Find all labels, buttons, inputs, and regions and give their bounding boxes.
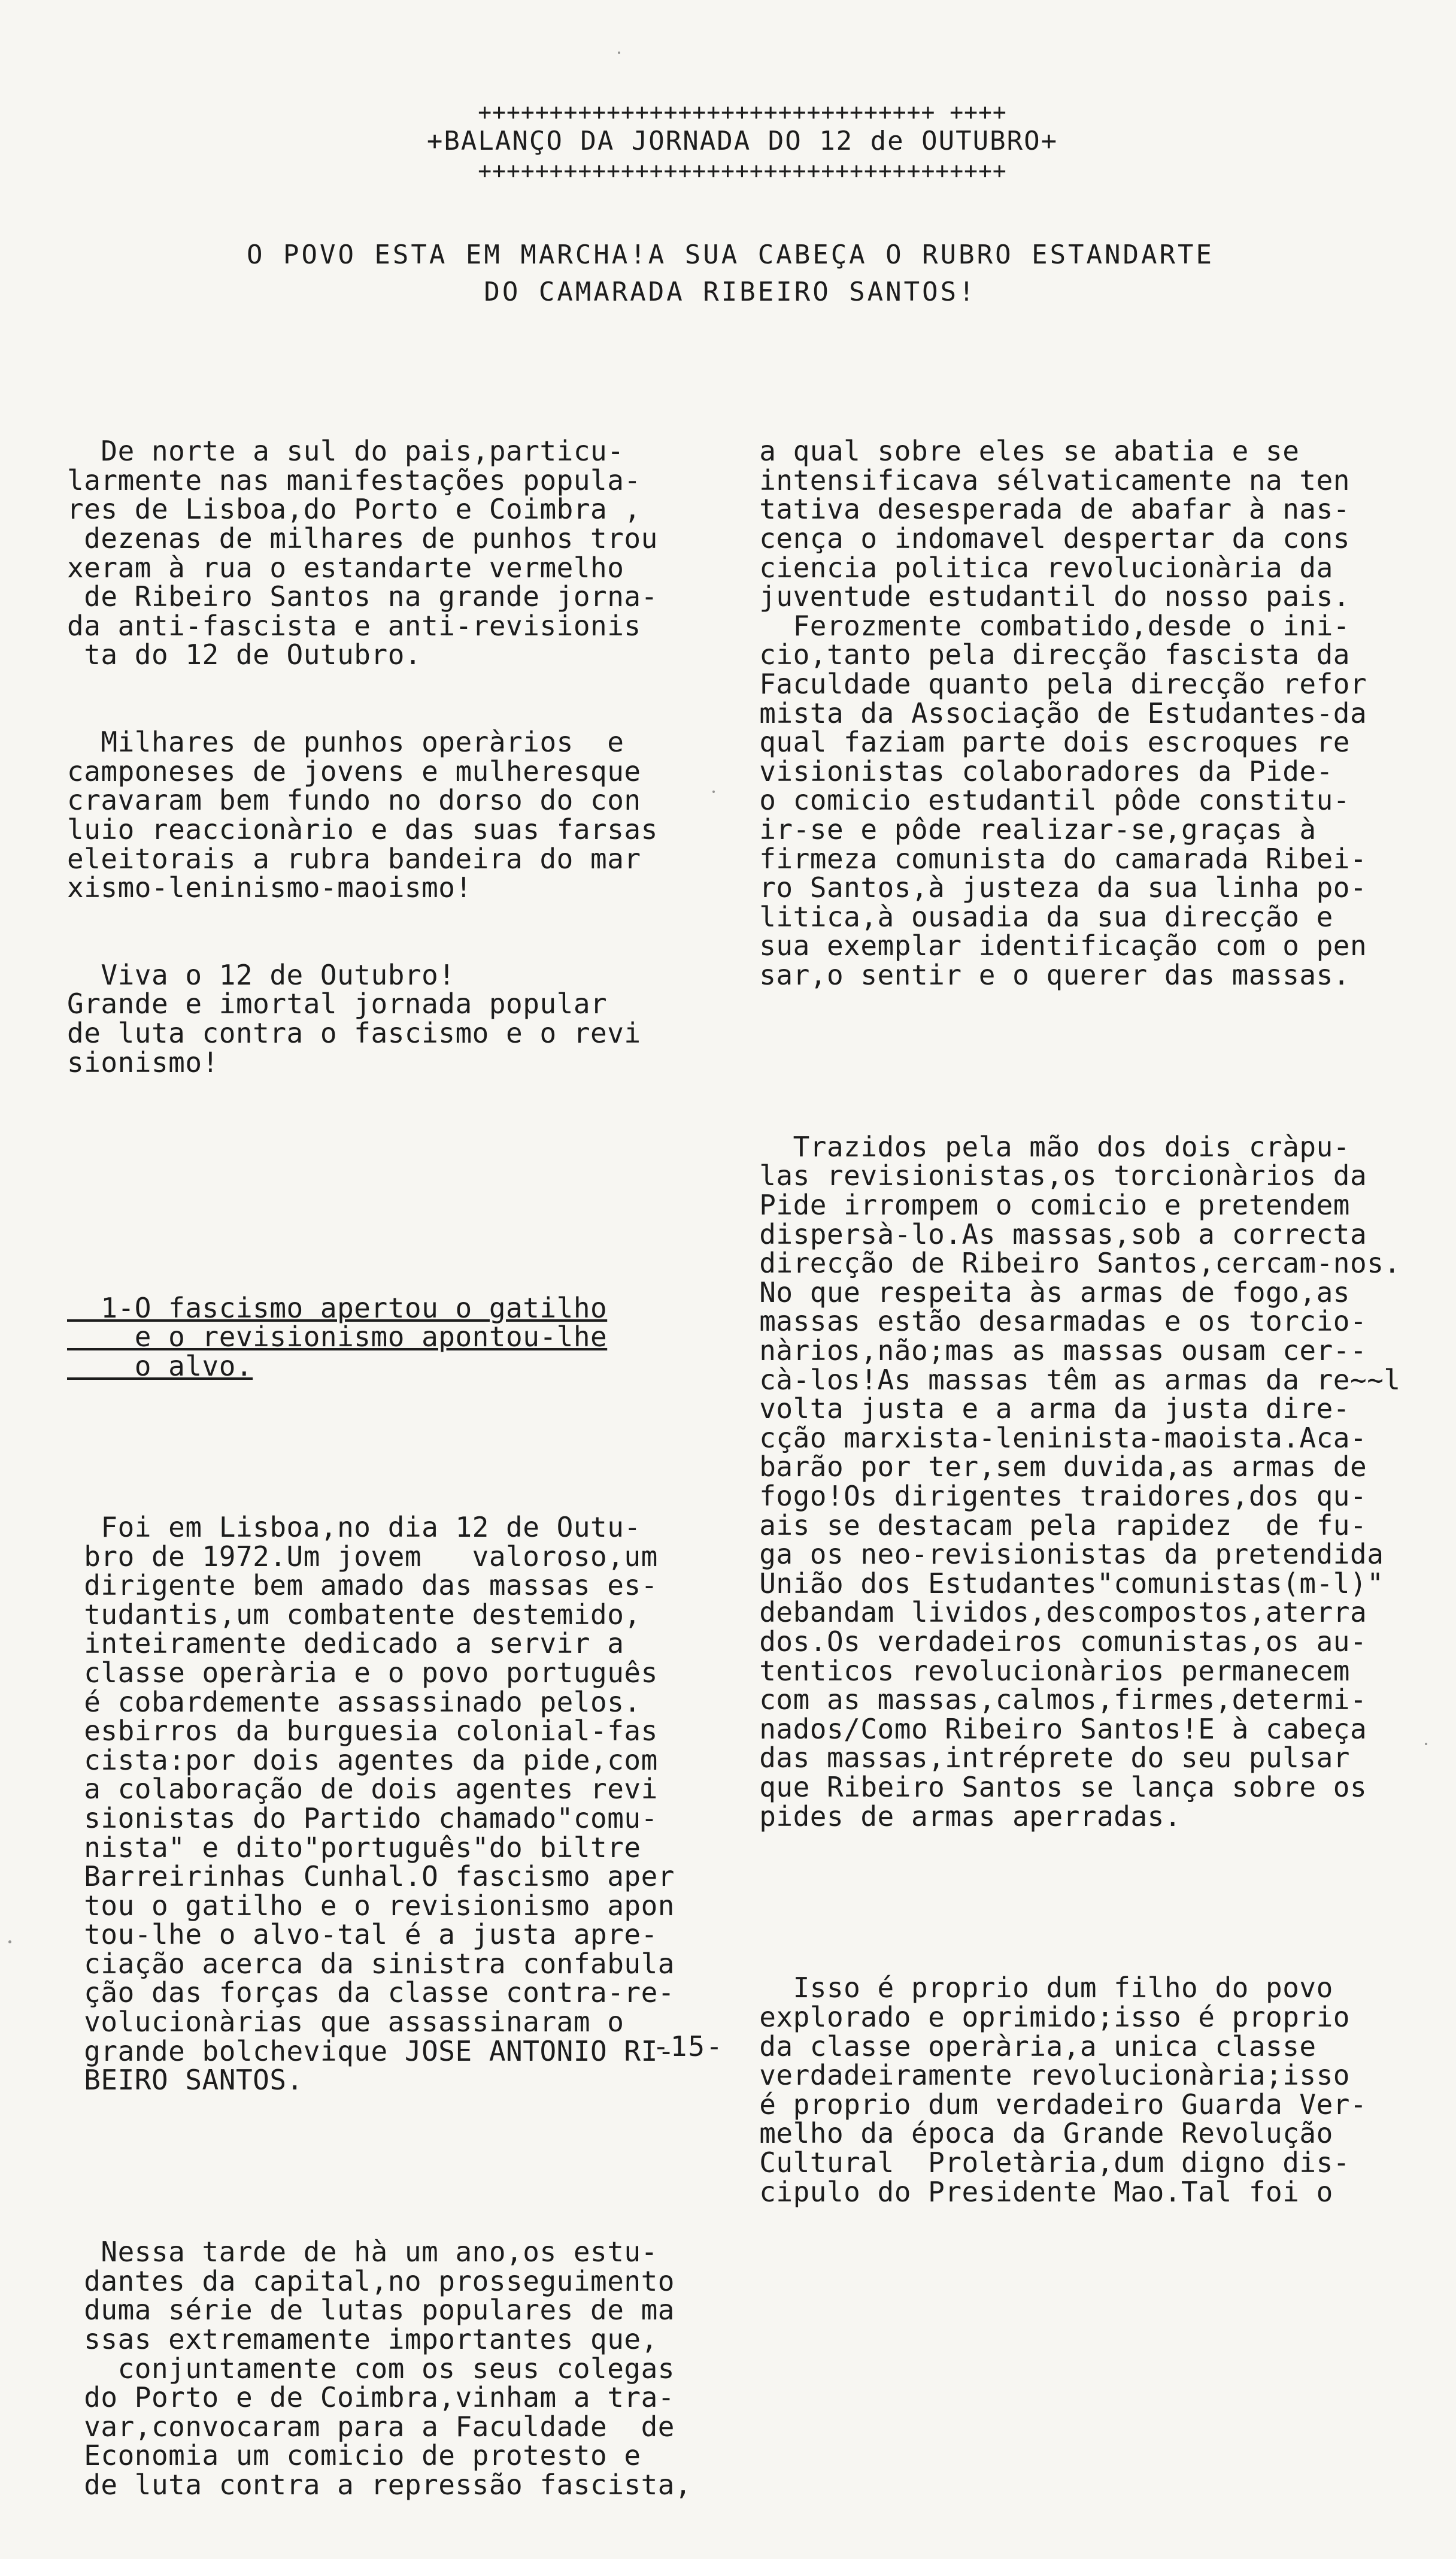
- text-line: tudantis,um combatente destemido,: [67, 1598, 641, 1631]
- text-line: esbirros da burguesia colonial-fas: [67, 1715, 658, 1748]
- text-line: nista" e dito"português"do biltre: [67, 1831, 641, 1864]
- paragraph: [742, 437, 1449, 989]
- text-line: o comicio estudantil pôde constitu-: [742, 784, 1350, 817]
- text-line: las revisionistas,os torcionàrios da: [742, 1159, 1367, 1192]
- text-line: sionismo!: [67, 1046, 219, 1079]
- text-line: cença o indomavel despertar da cons: [742, 522, 1350, 555]
- text-line: sua exemplar identificação com o pen: [742, 929, 1367, 962]
- text-line: cção marxista-leninista-maoista.Aca-: [742, 1421, 1367, 1454]
- text-line: bro de 1972.Um jovem valoroso,um: [67, 1540, 658, 1573]
- text-line: Pide irrompem o comicio e pretendem: [742, 1189, 1350, 1222]
- text-line: firmeza comunista do camarada Ribei-: [742, 842, 1367, 875]
- page-number: -15-: [653, 2030, 724, 2063]
- text-line: barão por ter,sem duvida,as armas de: [742, 1450, 1367, 1483]
- text-line: tou o gatilho e o revisionismo apon: [67, 1889, 675, 1922]
- text-line: a qual sobre eles se abatia e se: [742, 435, 1300, 468]
- text-line: ciação acerca da sinistra confabula: [67, 1947, 675, 1980]
- text-line: direcção de Ribeiro Santos,cercam-nos.: [742, 1247, 1401, 1280]
- text-line: Isso é proprio dum filho do povo: [742, 1972, 1333, 2004]
- text-line: ciencia politica revolucionària da: [742, 551, 1333, 584]
- scan-speck: [1425, 1743, 1427, 1745]
- text-line: cista:por dois agentes da pide,com: [67, 1743, 658, 1776]
- headline: [144, 237, 1317, 311]
- text-line: qual faziam parte dois escroques re: [742, 726, 1350, 759]
- text-line: Ferozmente combatido,desde o ini-: [742, 609, 1350, 642]
- text-line: Trazidos pela mão dos dois cràpu-: [742, 1130, 1350, 1163]
- scan-speck: [618, 52, 620, 54]
- text-line: cio,tanto pela direcção fascista da: [742, 638, 1350, 671]
- paragraph: [742, 1132, 1449, 1831]
- text-line: ssas extremamente importantes que,: [67, 2323, 658, 2355]
- text-line: larmente nas manifestações popula-: [67, 464, 641, 496]
- text-line: intensificava sélvaticamente na ten: [742, 464, 1350, 496]
- text-line: debandam lividos,descompostos,aterra: [742, 1596, 1367, 1629]
- text-line: do Porto e de Coimbra,vinham a tra-: [67, 2381, 675, 2414]
- text-line: No que respeita às armas de fogo,as: [742, 1276, 1350, 1309]
- document-title: BALANÇO DA JORNADA DO 12 de OUTUBRO: [444, 126, 1041, 156]
- text-line: massas estão desarmadas e os torcio-: [742, 1305, 1367, 1338]
- paragraph: [742, 1973, 1449, 2206]
- text-line: duma série de lutas populares de ma: [67, 2294, 675, 2327]
- text-line: explorado e oprimido;isso é proprio: [742, 2001, 1350, 2034]
- scan-speck: [712, 791, 715, 793]
- paragraph: [67, 2237, 702, 2499]
- text-line: Faculdade quanto pela direcção refor: [742, 667, 1367, 700]
- text-line: Cultural Proletària,dum digno dis-: [742, 2146, 1350, 2179]
- text-line: das massas,intréprete do seu pulsar: [742, 1742, 1350, 1774]
- text-line: da anti-fascista e anti-revisionis: [67, 609, 641, 642]
- headline-line-2: DO CAMARADA RIBEIRO SANTOS!: [484, 277, 977, 307]
- text-line: sionistas do Partido chamado"comu-: [67, 1801, 658, 1834]
- text-line: xismo-leninismo-maoismo!: [67, 871, 472, 904]
- headline-line-1: O POVO ESTA EM MARCHA!A SUA CABEÇA O RUBRO ESTANDARTE: [247, 240, 1214, 270]
- text-line: sar,o sentir e o querer das massas.: [742, 958, 1350, 991]
- text-line: var,convocaram para a Faculdade de: [67, 2410, 675, 2443]
- text-line: dezenas de milhares de punhos trou: [67, 522, 658, 555]
- text-line: ro Santos,à justeza da sua linha po-: [742, 871, 1367, 904]
- text-line: a colaboração de dois agentes revi: [67, 1773, 658, 1806]
- title-border-bottom: +++++++++++++++++++++++++++++++++++++: [478, 159, 1007, 182]
- text-line: União dos Estudantes"comunistas(m-l)": [742, 1567, 1384, 1600]
- text-line: De norte a sul do pais,particu-: [67, 435, 624, 468]
- text-line: nàrios,não;mas as massas ousam cer--: [742, 1334, 1367, 1367]
- paragraph: [67, 958, 702, 1079]
- scan-speck: [8, 1940, 11, 1943]
- text-line: Barreirinhas Cunhal.O fascismo aper: [67, 1860, 675, 1893]
- intro-paragraph: [67, 437, 702, 670]
- text-line: tenticos revolucionàrios permanecem: [742, 1654, 1350, 1687]
- text-line: conjuntamente com os seus colegas: [67, 2352, 675, 2385]
- text-line: pides de armas aperradas.: [742, 1800, 1182, 1833]
- text-line: volucionàrias que assassinaram o: [67, 2006, 624, 2039]
- paragraph: [67, 728, 702, 903]
- text-line: juventude estudantil do nosso pais.: [742, 580, 1350, 613]
- text-line: dantes da capital,no prosseguimento: [67, 2264, 675, 2297]
- text-line: da classe operària,a unica classe: [742, 2030, 1317, 2063]
- text-line: xeram à rua o estandarte vermelho: [67, 551, 624, 584]
- text-line: res de Lisboa,do Porto e Coimbra ,: [67, 493, 641, 526]
- text-line: de Ribeiro Santos na grande jorna-: [67, 580, 658, 613]
- text-line: dispersà-lo.As massas,sob a correcta: [742, 1218, 1367, 1250]
- text-line: nados/Como Ribeiro Santos!E à cabeça: [742, 1712, 1367, 1745]
- text-line: Viva o 12 de Outubro!: [67, 958, 456, 991]
- text-line: com as massas,calmos,firmes,determi-: [742, 1683, 1367, 1716]
- paragraph: [67, 1510, 702, 2097]
- text-line: inteiramente dedicado a servir a: [67, 1627, 624, 1660]
- text-line: ção das forças da classe contra-re-: [67, 1976, 675, 2009]
- text-line: tativa desesperada de abafar à nas-: [742, 493, 1350, 526]
- text-line: visionistas colaboradores da Pide-: [742, 755, 1333, 788]
- text-line: eleitorais a rubra bandeira do mar: [67, 842, 641, 875]
- text-line: grande bolchevique JOSE ANTONIO RI-: [67, 2034, 675, 2067]
- text-line: cipulo do Presidente Mao.Tal foi o: [742, 2175, 1333, 2208]
- title-box: ++++++++++++++++++++++++++++++++ ++++ +BALANÇO DA JORNADA DO 12 de OUTUBRO+ +++++++++++++++++++++++++++++++++++++: [395, 101, 1090, 184]
- title-border-top: ++++++++++++++++++++++++++++++++ ++++: [478, 101, 1007, 123]
- text-line: de luta contra o fascismo e o revi: [67, 1017, 641, 1050]
- text-line: Economia um comicio de protesto e: [67, 2439, 641, 2472]
- text-line: classe operària e o povo português: [67, 1656, 658, 1689]
- right-column: [742, 378, 1449, 2264]
- text-line: mista da Associação de Estudantes-da: [742, 696, 1367, 729]
- text-line: Milhares de punhos operàrios e: [67, 726, 624, 759]
- text-line: litica,à ousadia da sua direcção e: [742, 900, 1333, 933]
- text-line: ta do 12 de Outubro.: [67, 638, 422, 671]
- text-line: fogo!Os dirigentes traidores,dos qu-: [742, 1479, 1367, 1512]
- text-line: ga os neo-revisionistas da pretendida: [742, 1538, 1384, 1571]
- text-line: Foi em Lisboa,no dia 12 de Outu-: [67, 1510, 641, 1543]
- text-line: ir-se e pôde realizar-se,graças à: [742, 813, 1317, 846]
- text-line: camponeses de jovens e mulheresque: [67, 755, 641, 788]
- text-line: BEIRO SANTOS.: [67, 2064, 304, 2097]
- text-line: luio reaccionàrio e das suas farsas: [67, 813, 658, 846]
- text-line: tou-lhe o alvo-tal é a justa apre-: [67, 1918, 658, 1951]
- text-line: de luta contra a repressão fascista,: [67, 2468, 692, 2501]
- text-line: volta justa e a arma da justa dire-: [742, 1392, 1350, 1425]
- text-line: e o revisionismo apontou-lhe: [67, 1321, 608, 1353]
- text-line: Nessa tarde de hà um ano,os estu-: [67, 2236, 658, 2269]
- text-line: ais se destacam pela rapidez de fu-: [742, 1509, 1367, 1542]
- text-line: verdadeiramente revolucionària;isso: [742, 2059, 1350, 2092]
- left-column: [67, 378, 702, 2558]
- text-line: dirigente bem amado das massas es-: [67, 1569, 658, 1602]
- text-line: que Ribeiro Santos se lança sobre os: [742, 1770, 1367, 1803]
- text-line: o alvo.: [67, 1350, 253, 1382]
- text-line: cravaram bem fundo no dorso do con: [67, 784, 641, 817]
- section-heading: [67, 1291, 702, 1382]
- text-line: é cobardemente assassinado pelos.: [67, 1685, 641, 1718]
- text-line: dos.Os verdadeiros comunistas,os au-: [742, 1625, 1367, 1658]
- text-line: Grande e imortal jornada popular: [67, 988, 608, 1020]
- text-line: melho da época da Grande Revolução: [742, 2117, 1333, 2150]
- text-line: é proprio dum verdadeiro Guarda Ver-: [742, 2088, 1367, 2121]
- text-line: 1-O fascismo apertou o gatilho: [67, 1291, 608, 1324]
- text-line: cà-los!As massas têm as armas da re~~l: [742, 1363, 1401, 1396]
